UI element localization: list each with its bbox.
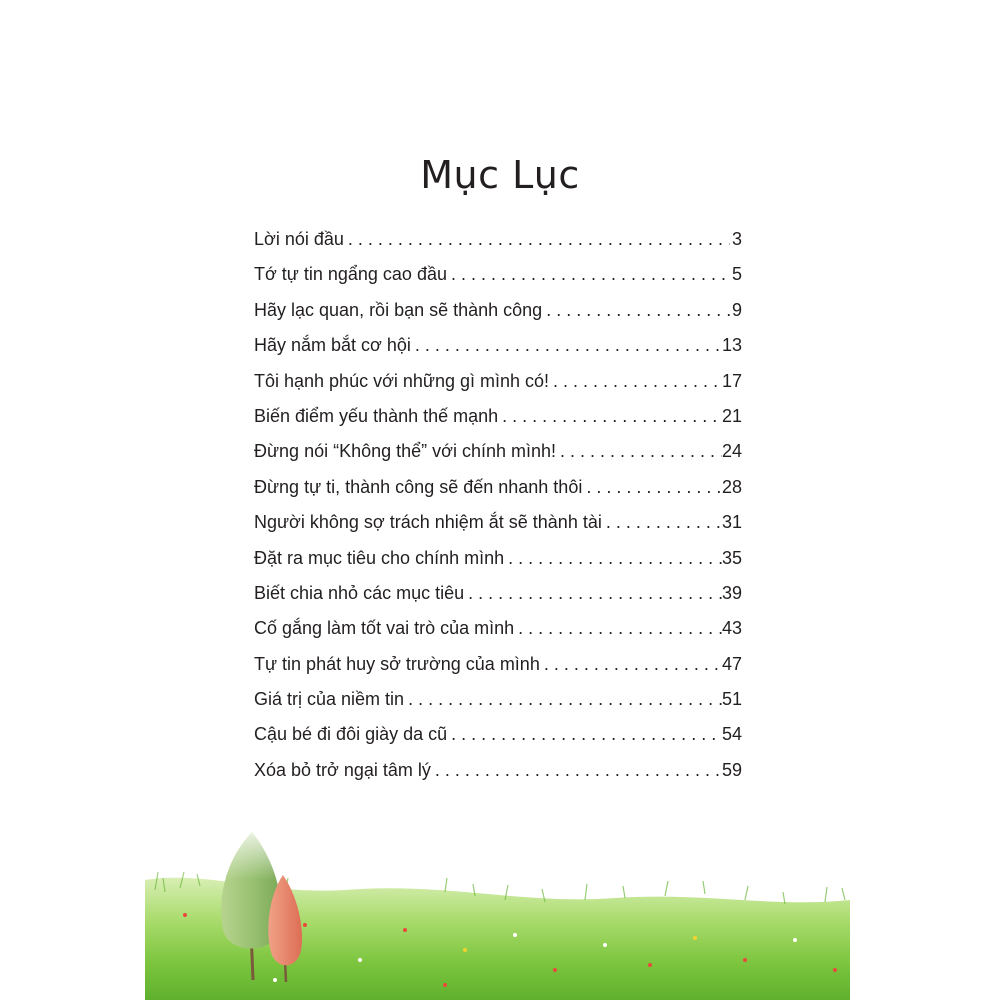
toc-entry-title: Biết chia nhỏ các mục tiêu xyxy=(254,582,465,603)
toc-dot-leader xyxy=(514,611,722,646)
toc-entry-title: Hãy lạc quan, rồi bạn sẽ thành công xyxy=(254,299,543,320)
toc-entry xyxy=(254,753,742,788)
toc-entry xyxy=(254,470,742,505)
toc-entry-page: 21 xyxy=(721,405,742,426)
toc-entry-title: Người không sợ trách nhiệm ắt sẽ thành tài xyxy=(254,512,602,533)
toc-dot-leader xyxy=(602,505,722,540)
toc-entry-page: 28 xyxy=(721,476,742,497)
toc-entry-page: 5 xyxy=(731,264,742,285)
toc-entry-title: Tôi hạnh phúc với những gì mình có! xyxy=(254,370,550,391)
toc-dot-leader xyxy=(464,576,722,611)
toc-entry xyxy=(254,717,742,752)
toc-entry-title: Lời nói đầu xyxy=(254,229,344,249)
toc-entry xyxy=(254,364,742,399)
toc-dot-leader xyxy=(431,753,722,788)
toc-entry-title: Tự tin phát huy sở trường của mình xyxy=(254,653,540,674)
toc-dot-leader xyxy=(404,682,722,717)
toc-dot-leader xyxy=(498,399,722,434)
toc-dot-leader xyxy=(344,222,730,257)
toc-entry xyxy=(254,647,742,682)
toc-dot-leader xyxy=(582,470,722,505)
toc-entry-title: Giá trị của niềm tin xyxy=(254,689,405,710)
toc-entry-page: 24 xyxy=(721,441,742,462)
toc-entry xyxy=(254,682,742,717)
table-of-contents xyxy=(254,222,742,788)
toc-dot-leader xyxy=(447,717,722,752)
toc-entry-page: 59 xyxy=(721,759,742,780)
toc-dot-leader xyxy=(447,257,730,292)
toc-dot-leader xyxy=(540,647,722,682)
toc-entry-title: Xóa bỏ trở ngại tâm lý xyxy=(254,759,431,780)
toc-entry-title: Đặt ra mục tiêu cho chính mình xyxy=(254,547,505,568)
toc-dot-leader xyxy=(542,293,730,328)
toc-entry xyxy=(254,505,742,540)
toc-entry xyxy=(254,611,742,646)
toc-entry-title: Hãy nắm bắt cơ hội xyxy=(254,335,411,356)
toc-entry-page: 47 xyxy=(721,653,742,674)
toc-dot-leader xyxy=(556,434,722,469)
toc-entry-title: Đừng nói “Không thể” với chính mình! xyxy=(254,441,557,462)
toc-dot-leader xyxy=(549,364,722,399)
toc-entry-title: Cố gắng làm tốt vai trò của mình xyxy=(254,618,515,639)
toc-entry-title: Đừng tự ti, thành công sẽ đến nhanh thôi xyxy=(254,476,583,497)
toc-entry xyxy=(254,399,742,434)
toc-entry-page: 9 xyxy=(731,299,742,320)
toc-dot-leader xyxy=(411,328,722,363)
toc-entry xyxy=(254,541,742,576)
page-title: Mục Lục xyxy=(420,153,580,198)
toc-entry xyxy=(254,328,742,363)
toc-entry-page: 3 xyxy=(731,229,742,249)
toc-entry xyxy=(254,576,742,611)
toc-entry-page: 43 xyxy=(721,618,742,639)
toc-entry-page: 17 xyxy=(721,370,742,391)
toc-entry-title: Biến điểm yếu thành thế mạnh xyxy=(254,405,499,426)
toc-entry-page: 31 xyxy=(721,512,742,533)
toc-entry-page: 35 xyxy=(721,547,742,568)
toc-entry-page: 51 xyxy=(721,689,742,710)
toc-dot-leader xyxy=(504,541,722,576)
toc-entry-title: Tớ tự tin ngẩng cao đầu xyxy=(254,264,447,285)
toc-entry-page: 13 xyxy=(721,335,742,356)
toc-entry xyxy=(254,434,742,469)
toc-entry xyxy=(254,222,742,257)
toc-entry-title: Cậu bé đi đôi giày da cũ xyxy=(254,724,448,745)
toc-entry-page: 39 xyxy=(721,582,742,603)
toc-entry-page: 54 xyxy=(721,724,742,745)
meadow-illustration xyxy=(145,820,850,1000)
toc-entry xyxy=(254,257,742,292)
toc-entry xyxy=(254,293,742,328)
